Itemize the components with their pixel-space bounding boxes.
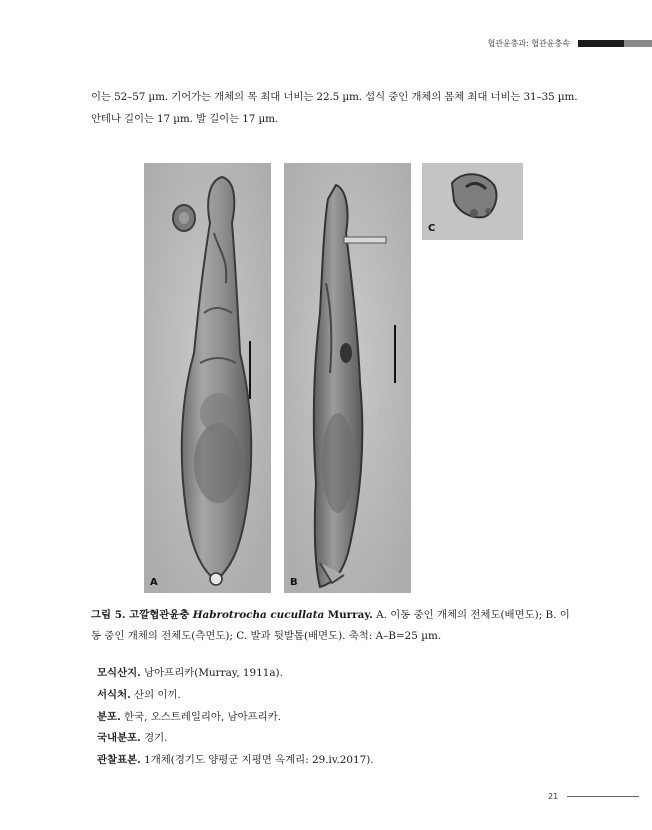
- figure-panel-c: [422, 163, 523, 240]
- figure-panel-b: [284, 163, 411, 593]
- rotifer-lateral-micrograph: [284, 163, 411, 593]
- page-number: 21: [548, 791, 559, 801]
- body-paragraph: 이는 52–57 µm. 기어가는 개체의 목 최대 너비는 22.5 µm. 섭식 중인 개체의 몸체 최대 너비는 31–35 µm. 안테나 길이는 17 µm. 발 길이는 17 µm.: [91, 91, 578, 125]
- meta-value: 남아프리카(Murray, 1911a).: [144, 667, 283, 679]
- figure-panel-a: [144, 163, 271, 593]
- meta-domestic-distribution: [97, 728, 577, 750]
- panel-label-b: B: [290, 577, 298, 588]
- caption-text: A. 이동 중인 개체의 전체도(배면도); B. 이동 중인 개체의 전체도(측면도); C. 발과 뒷발톱(배면도). 축척: A–B=25 µm.: [91, 609, 570, 642]
- meta-label: 분포.: [97, 710, 121, 723]
- running-title: 협관윤충과: 협관윤충속: [487, 38, 570, 48]
- caption-lead: 그림 5. 고깔협관윤충: [91, 609, 190, 621]
- header-bar-gray: [624, 40, 652, 47]
- page-footer: [548, 790, 639, 802]
- meta-distribution: [97, 707, 577, 729]
- meta-habitat: [97, 685, 577, 707]
- rotifer-dorsal-micrograph: [144, 163, 271, 593]
- header-bar-dark: [578, 40, 624, 47]
- footer-rule: [567, 796, 639, 797]
- meta-label: 국내분포.: [97, 732, 141, 745]
- meta-label: 모식산지.: [97, 667, 141, 679]
- meta-value: 경기.: [144, 732, 168, 745]
- specimen-metadata: [97, 663, 577, 772]
- meta-value: 1개체(경기도 양평군 지평면 옥계리: 29.iv.2017).: [144, 754, 374, 767]
- running-header: [487, 37, 652, 49]
- figure-caption: [91, 605, 579, 647]
- foot-spurs-micrograph: [422, 163, 523, 240]
- meta-label: 관찰표본.: [97, 754, 141, 767]
- meta-value: 한국, 오스트레일리아, 남아프리카.: [124, 710, 282, 723]
- panel-label-c: C: [428, 223, 436, 234]
- panel-label-a: A: [150, 577, 158, 588]
- meta-value: 산의 이끼.: [134, 688, 181, 701]
- caption-species: Habrotrocha cucullata: [192, 609, 325, 621]
- caption-author: Murray.: [327, 609, 373, 621]
- meta-label: 서식처.: [97, 688, 131, 701]
- meta-specimen-examined: [97, 750, 577, 772]
- meta-type-locality: [97, 663, 577, 685]
